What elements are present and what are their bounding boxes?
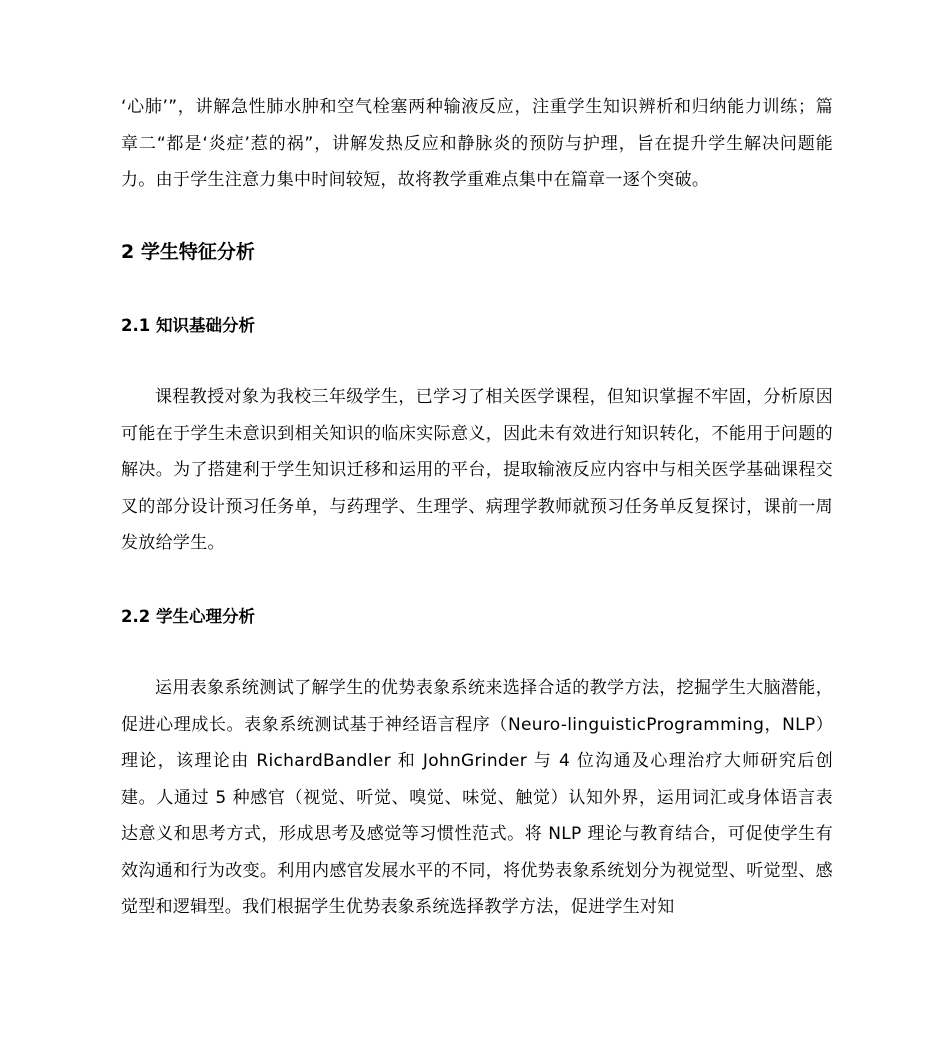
section-heading-2: 2 学生特征分析 [121,241,255,263]
subsection-heading-2-1: 2.1 知识基础分析 [121,316,255,335]
psychology-analysis-paragraph: 运用表象系统测试了解学生的优势表象系统来选择合适的教学方法，挖掘学生大脑潜能，促进心理成长。表象系统测试基于神经语言程序（Neuro-linguisticProgramming，NLP）理论，该理论由 RichardBandler 和 JohnGrinder 与 4 位沟通及心理治疗大师研究后创建。人通过 5 种感官（视觉、听觉、嗅觉、味觉、触觉）认知外界，运用词汇或身体语言表达意义和思考方式，形成思考及感觉等习惯性范式。将 NLP 理论与教育结合，可促使学生有效沟通和行为改变。利用内感官发展水平的不同，将优势表象系统划分为视觉型、听觉型、感觉型和逻辑型。我们根据学生优势表象系统选择教学方法，促进学生对知 [121,678,833,917]
continued-paragraph: ‘心肺’”，讲解急性肺水肿和空气栓塞两种输液反应，注重学生知识辨析和归纳能力训练；篇章二“都是‘炎症’惹的祸”，讲解发热反应和静脉炎的预防与护理，旨在提升学生解决问题能力。由于学生注意力集中时间较短，故将教学重难点集中在篇章一逐个突破。 [121,97,833,190]
subsection-heading-2-2: 2.2 学生心理分析 [121,607,255,626]
knowledge-basis-paragraph: 课程教授对象为我校三年级学生，已学习了相关医学课程，但知识掌握不牢固，分析原因可能在于学生未意识到相关知识的临床实际意义，因此未有效进行知识转化，不能用于问题的解决。为了搭建利于学生知识迁移和运用的平台，提取输液反应内容中与相关医学基础课程交叉的部分设计预习任务单，与药理学、生理学、病理学教师就预习任务单反复探讨，课前一周发放给学生。 [121,387,833,553]
